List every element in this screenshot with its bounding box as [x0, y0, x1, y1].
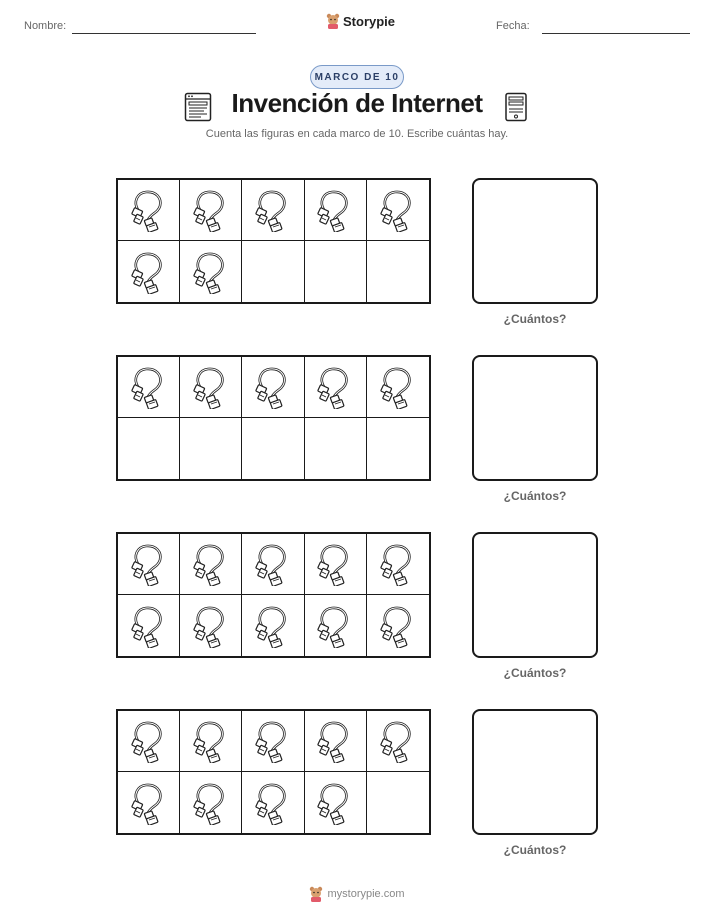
frame-cell — [305, 711, 367, 772]
brand-logo — [326, 13, 395, 29]
ethernet-cable-icon — [191, 604, 231, 648]
frame-cell — [367, 241, 429, 302]
frame-cell — [242, 595, 304, 656]
ethernet-cable-icon — [315, 604, 355, 648]
footer — [0, 886, 714, 902]
ten-frame-4 — [116, 709, 431, 835]
frame-cell — [305, 241, 367, 302]
question-label-2: ¿Cuántos? — [503, 489, 567, 503]
ethernet-cable-icon — [378, 719, 418, 763]
name-label: Nombre: — [24, 20, 67, 32]
ethernet-cable-icon — [129, 781, 169, 825]
ethernet-cable-icon — [129, 719, 169, 763]
footer-url: mystorypie.com — [327, 888, 405, 900]
brand-name: Storypie — [343, 13, 396, 29]
worksheet-type-badge: MARCO DE 10 — [310, 65, 404, 89]
frame-cell — [367, 357, 429, 418]
frame-cell — [242, 241, 304, 302]
frame-cell — [180, 711, 242, 772]
frame-cell — [242, 711, 304, 772]
ethernet-cable-icon — [378, 542, 418, 586]
ethernet-cable-icon — [191, 781, 231, 825]
frame-cell — [118, 534, 180, 595]
frame-cell — [305, 595, 367, 656]
frame-cell — [180, 180, 242, 241]
ethernet-cable-icon — [129, 542, 169, 586]
ethernet-cable-icon — [129, 188, 169, 232]
answer-box-1[interactable] — [472, 178, 598, 304]
ethernet-cable-icon — [378, 365, 418, 409]
ethernet-cable-icon — [191, 250, 231, 294]
computer-tower-icon — [503, 92, 529, 122]
ethernet-cable-icon — [378, 604, 418, 648]
name-line[interactable] — [72, 33, 256, 34]
ethernet-cable-icon — [253, 604, 293, 648]
frame-cell — [118, 180, 180, 241]
ethernet-cable-icon — [253, 719, 293, 763]
ethernet-cable-icon — [378, 188, 418, 232]
question-label-4: ¿Cuántos? — [503, 843, 567, 857]
frame-cell — [305, 534, 367, 595]
frame-cell — [180, 357, 242, 418]
frame-cell — [242, 357, 304, 418]
frame-cell — [118, 772, 180, 833]
frame-cell — [242, 418, 304, 479]
frame-cell — [180, 418, 242, 479]
date-line[interactable] — [542, 33, 690, 34]
ethernet-cable-icon — [129, 604, 169, 648]
frame-cell — [367, 180, 429, 241]
frame-cell — [305, 180, 367, 241]
ethernet-cable-icon — [191, 188, 231, 232]
ethernet-cable-icon — [191, 542, 231, 586]
ethernet-cable-icon — [315, 188, 355, 232]
frame-cell — [118, 241, 180, 302]
ethernet-cable-icon — [129, 250, 169, 294]
frame-cell — [305, 772, 367, 833]
ethernet-cable-icon — [315, 719, 355, 763]
frame-cell — [180, 772, 242, 833]
date-label: Fecha: — [496, 20, 530, 32]
frame-cell — [367, 711, 429, 772]
question-label-3: ¿Cuántos? — [503, 666, 567, 680]
ethernet-cable-icon — [315, 781, 355, 825]
answer-box-3[interactable] — [472, 532, 598, 658]
page-title: Invención de Internet — [231, 88, 483, 118]
ten-frame-3 — [116, 532, 431, 658]
frame-cell — [242, 180, 304, 241]
frame-cell — [305, 357, 367, 418]
ethernet-cable-icon — [129, 365, 169, 409]
question-label-1: ¿Cuántos? — [503, 312, 567, 326]
frame-cell — [367, 595, 429, 656]
frame-cell — [118, 418, 180, 479]
bear-logo-icon — [309, 886, 323, 902]
ten-frame-1 — [116, 178, 431, 304]
ethernet-cable-icon — [253, 188, 293, 232]
frame-cell — [367, 772, 429, 833]
frame-cell — [367, 418, 429, 479]
frame-cell — [242, 772, 304, 833]
frame-cell — [180, 534, 242, 595]
ten-frame-2 — [116, 355, 431, 481]
ethernet-cable-icon — [253, 781, 293, 825]
frame-cell — [118, 595, 180, 656]
ethernet-cable-icon — [315, 542, 355, 586]
ethernet-cable-icon — [191, 365, 231, 409]
ethernet-cable-icon — [253, 542, 293, 586]
frame-cell — [367, 534, 429, 595]
frame-cell — [180, 595, 242, 656]
ethernet-cable-icon — [253, 365, 293, 409]
ethernet-cable-icon — [315, 365, 355, 409]
instructions: Cuenta las figuras en cada marco de 10. Escribe cuántas hay. — [205, 128, 509, 140]
frame-cell — [242, 534, 304, 595]
answer-box-4[interactable] — [472, 709, 598, 835]
answer-box-2[interactable] — [472, 355, 598, 481]
frame-cell — [118, 357, 180, 418]
frame-cell — [305, 418, 367, 479]
frame-cell — [180, 241, 242, 302]
bear-logo-icon — [326, 13, 340, 29]
frame-cell — [118, 711, 180, 772]
ethernet-cable-icon — [191, 719, 231, 763]
